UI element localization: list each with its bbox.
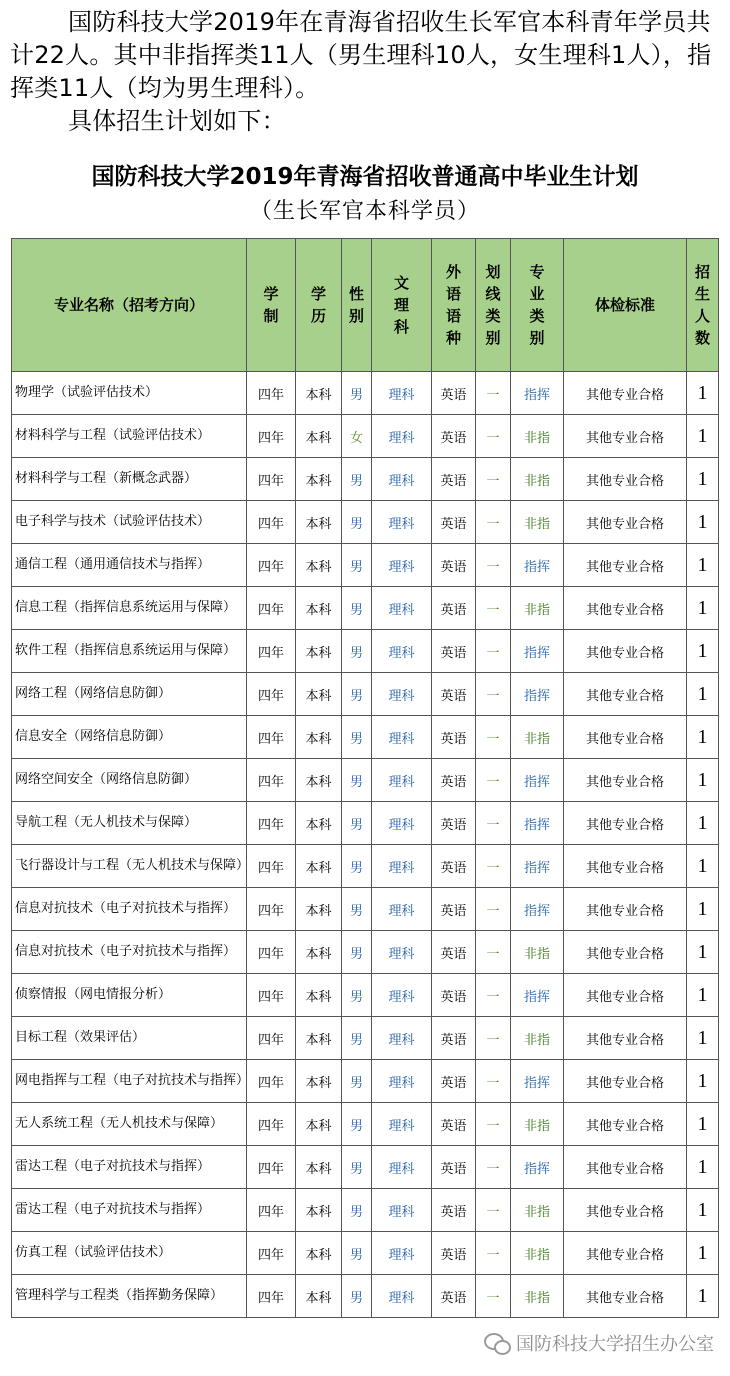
cell-major: 信息安全（网络信息防御）	[12, 716, 247, 759]
cell-line: 一	[476, 501, 511, 544]
cell-type: 指挥	[511, 845, 564, 888]
cell-count: 1	[687, 458, 719, 501]
cell-gender: 男	[342, 587, 372, 630]
cell-lang: 英语	[432, 716, 476, 759]
cell-degree: 本科	[296, 759, 342, 802]
cell-count: 1	[687, 544, 719, 587]
cell-major: 信息工程（指挥信息系统运用与保障）	[12, 587, 247, 630]
cell-gender: 男	[342, 1232, 372, 1275]
cell-major: 软件工程（指挥信息系统运用与保障）	[12, 630, 247, 673]
cell-degree: 本科	[296, 1275, 342, 1318]
cell-health: 其他专业合格	[564, 673, 687, 716]
table-header-row	[12, 239, 719, 372]
cell-lang: 英语	[432, 845, 476, 888]
table-row	[12, 1017, 719, 1060]
table-row	[12, 716, 719, 759]
cell-track: 理科	[372, 544, 432, 587]
cell-major: 侦察情报（网电情报分析）	[12, 974, 247, 1017]
cell-lang: 英语	[432, 1060, 476, 1103]
cell-health: 其他专业合格	[564, 974, 687, 1017]
header-degree	[296, 239, 342, 372]
cell-health: 其他专业合格	[564, 802, 687, 845]
cell-type: 非指	[511, 1232, 564, 1275]
cell-degree: 本科	[296, 501, 342, 544]
cell-gender: 男	[342, 716, 372, 759]
cell-lang: 英语	[432, 673, 476, 716]
cell-track: 理科	[372, 974, 432, 1017]
header-track-label: 文理科	[393, 274, 409, 336]
cell-years: 四年	[247, 974, 296, 1017]
cell-line: 一	[476, 931, 511, 974]
cell-major: 无人系统工程（无人机技术与保障）	[12, 1103, 247, 1146]
cell-count: 1	[687, 1060, 719, 1103]
cell-type: 指挥	[511, 802, 564, 845]
table-row	[12, 372, 719, 415]
cell-line: 一	[476, 888, 511, 931]
cell-years: 四年	[247, 802, 296, 845]
cell-gender: 男	[342, 1103, 372, 1146]
cell-health: 其他专业合格	[564, 544, 687, 587]
table-row	[12, 1189, 719, 1232]
table-row	[12, 458, 719, 501]
cell-degree: 本科	[296, 630, 342, 673]
cell-line: 一	[476, 845, 511, 888]
cell-count: 1	[687, 673, 719, 716]
table-row	[12, 587, 719, 630]
cell-degree: 本科	[296, 1232, 342, 1275]
cell-health: 其他专业合格	[564, 888, 687, 931]
cell-count: 1	[687, 415, 719, 458]
cell-count: 1	[687, 931, 719, 974]
cell-type: 非指	[511, 931, 564, 974]
cell-track: 理科	[372, 888, 432, 931]
cell-major: 飞行器设计与工程（无人机技术与保障）	[12, 845, 247, 888]
header-type-label: 专业类别	[529, 263, 545, 347]
cell-track: 理科	[372, 1103, 432, 1146]
cell-count: 1	[687, 1103, 719, 1146]
cell-track: 理科	[372, 1232, 432, 1275]
cell-lang: 英语	[432, 544, 476, 587]
table-row	[12, 544, 719, 587]
table-row	[12, 759, 719, 802]
table-body	[12, 372, 719, 1318]
cell-gender: 男	[342, 1189, 372, 1232]
cell-degree: 本科	[296, 587, 342, 630]
cell-years: 四年	[247, 501, 296, 544]
cell-health: 其他专业合格	[564, 372, 687, 415]
cell-line: 一	[476, 716, 511, 759]
cell-health: 其他专业合格	[564, 1189, 687, 1232]
cell-major: 网络工程（网络信息防御）	[12, 673, 247, 716]
cell-major: 雷达工程（电子对抗技术与指挥）	[12, 1146, 247, 1189]
cell-gender: 男	[342, 1017, 372, 1060]
table-row	[12, 1103, 719, 1146]
cell-gender: 男	[342, 501, 372, 544]
cell-track: 理科	[372, 1275, 432, 1318]
cell-lang: 英语	[432, 1232, 476, 1275]
header-health: 体检标准	[564, 239, 687, 372]
cell-health: 其他专业合格	[564, 1146, 687, 1189]
cell-track: 理科	[372, 458, 432, 501]
cell-lang: 英语	[432, 415, 476, 458]
cell-major: 雷达工程（电子对抗技术与指挥）	[12, 1189, 247, 1232]
cell-track: 理科	[372, 673, 432, 716]
cell-count: 1	[687, 1232, 719, 1275]
cell-count: 1	[687, 1189, 719, 1232]
header-count-label: 招生人数	[694, 263, 710, 347]
header-count	[687, 239, 719, 372]
cell-type: 指挥	[511, 888, 564, 931]
cell-line: 一	[476, 1017, 511, 1060]
header-line	[476, 239, 511, 372]
table-row	[12, 888, 719, 931]
header-gender-label: 性别	[348, 285, 364, 325]
cell-gender: 男	[342, 673, 372, 716]
cell-major: 材料科学与工程（新概念武器）	[12, 458, 247, 501]
cell-line: 一	[476, 1275, 511, 1318]
cell-health: 其他专业合格	[564, 1103, 687, 1146]
cell-line: 一	[476, 587, 511, 630]
table-row	[12, 974, 719, 1017]
cell-gender: 男	[342, 931, 372, 974]
cell-line: 一	[476, 1189, 511, 1232]
cell-gender: 男	[342, 888, 372, 931]
cell-count: 1	[687, 1275, 719, 1318]
cell-type: 指挥	[511, 1146, 564, 1189]
cell-track: 理科	[372, 1060, 432, 1103]
header-track	[372, 239, 432, 372]
cell-gender: 男	[342, 1146, 372, 1189]
cell-years: 四年	[247, 544, 296, 587]
cell-line: 一	[476, 1146, 511, 1189]
table-row	[12, 1060, 719, 1103]
intro-paragraph-2: 具体招生计划如下：	[68, 107, 286, 135]
cell-type: 指挥	[511, 544, 564, 587]
header-major: 专业名称（招考方向）	[12, 239, 247, 372]
table-row	[12, 802, 719, 845]
cell-lang: 英语	[432, 802, 476, 845]
cell-track: 理科	[372, 501, 432, 544]
cell-degree: 本科	[296, 1189, 342, 1232]
table-row	[12, 415, 719, 458]
cell-health: 其他专业合格	[564, 759, 687, 802]
cell-years: 四年	[247, 888, 296, 931]
cell-degree: 本科	[296, 544, 342, 587]
cell-health: 其他专业合格	[564, 587, 687, 630]
cell-years: 四年	[247, 587, 296, 630]
cell-count: 1	[687, 974, 719, 1017]
plan-title: 国防科技大学2019年青海省招收普通高中毕业生计划	[91, 164, 639, 190]
header-degree-label: 学历	[310, 285, 326, 325]
cell-degree: 本科	[296, 1103, 342, 1146]
cell-gender: 男	[342, 1060, 372, 1103]
table-row	[12, 1146, 719, 1189]
cell-health: 其他专业合格	[564, 931, 687, 974]
cell-count: 1	[687, 759, 719, 802]
cell-years: 四年	[247, 931, 296, 974]
cell-count: 1	[687, 630, 719, 673]
cell-major: 材料科学与工程（试验评估技术）	[12, 415, 247, 458]
cell-degree: 本科	[296, 802, 342, 845]
cell-type: 指挥	[511, 974, 564, 1017]
cell-count: 1	[687, 845, 719, 888]
cell-lang: 英语	[432, 458, 476, 501]
cell-health: 其他专业合格	[564, 1232, 687, 1275]
cell-health: 其他专业合格	[564, 1275, 687, 1318]
cell-gender: 男	[342, 802, 372, 845]
cell-gender: 男	[342, 845, 372, 888]
cell-degree: 本科	[296, 1146, 342, 1189]
cell-count: 1	[687, 888, 719, 931]
header-type	[511, 239, 564, 372]
cell-gender: 男	[342, 974, 372, 1017]
table-row	[12, 845, 719, 888]
cell-years: 四年	[247, 458, 296, 501]
cell-track: 理科	[372, 415, 432, 458]
cell-degree: 本科	[296, 1017, 342, 1060]
cell-lang: 英语	[432, 587, 476, 630]
cell-track: 理科	[372, 1017, 432, 1060]
cell-degree: 本科	[296, 458, 342, 501]
cell-major: 管理科学与工程类（指挥勤务保障）	[12, 1275, 247, 1318]
cell-health: 其他专业合格	[564, 415, 687, 458]
cell-major: 通信工程（通用通信技术与指挥）	[12, 544, 247, 587]
cell-type: 非指	[511, 1189, 564, 1232]
cell-track: 理科	[372, 372, 432, 415]
cell-major: 信息对抗技术（电子对抗技术与指挥）	[12, 931, 247, 974]
cell-line: 一	[476, 974, 511, 1017]
cell-track: 理科	[372, 931, 432, 974]
cell-major: 目标工程（效果评估）	[12, 1017, 247, 1060]
intro-text	[10, 6, 722, 138]
cell-gender: 女	[342, 415, 372, 458]
cell-type: 指挥	[511, 1060, 564, 1103]
cell-years: 四年	[247, 1017, 296, 1060]
table-row	[12, 501, 719, 544]
cell-lang: 英语	[432, 974, 476, 1017]
cell-type: 非指	[511, 587, 564, 630]
cell-line: 一	[476, 415, 511, 458]
cell-line: 一	[476, 802, 511, 845]
cell-type: 指挥	[511, 759, 564, 802]
cell-count: 1	[687, 587, 719, 630]
table-row	[12, 673, 719, 716]
header-line-label: 划线类别	[485, 263, 501, 347]
cell-type: 非指	[511, 1275, 564, 1318]
cell-line: 一	[476, 1103, 511, 1146]
cell-degree: 本科	[296, 974, 342, 1017]
cell-line: 一	[476, 372, 511, 415]
cell-degree: 本科	[296, 1060, 342, 1103]
cell-type: 非指	[511, 458, 564, 501]
header-years	[247, 239, 296, 372]
cell-lang: 英语	[432, 1017, 476, 1060]
cell-track: 理科	[372, 587, 432, 630]
cell-line: 一	[476, 673, 511, 716]
cell-count: 1	[687, 372, 719, 415]
cell-health: 其他专业合格	[564, 501, 687, 544]
cell-degree: 本科	[296, 845, 342, 888]
cell-major: 网络空间安全（网络信息防御）	[12, 759, 247, 802]
cell-line: 一	[476, 759, 511, 802]
cell-years: 四年	[247, 1060, 296, 1103]
cell-track: 理科	[372, 716, 432, 759]
cell-type: 非指	[511, 415, 564, 458]
cell-years: 四年	[247, 372, 296, 415]
cell-gender: 男	[342, 630, 372, 673]
cell-count: 1	[687, 501, 719, 544]
table-row	[12, 1275, 719, 1318]
header-language	[432, 239, 476, 372]
cell-track: 理科	[372, 1189, 432, 1232]
cell-health: 其他专业合格	[564, 1060, 687, 1103]
cell-line: 一	[476, 1060, 511, 1103]
cell-type: 非指	[511, 716, 564, 759]
plan-subtitle: （生长军官本科学员）	[249, 199, 480, 224]
cell-lang: 英语	[432, 501, 476, 544]
cell-track: 理科	[372, 759, 432, 802]
cell-years: 四年	[247, 1232, 296, 1275]
cell-gender: 男	[342, 544, 372, 587]
table-row	[12, 630, 719, 673]
cell-years: 四年	[247, 716, 296, 759]
cell-years: 四年	[247, 1146, 296, 1189]
cell-lang: 英语	[432, 1103, 476, 1146]
cell-count: 1	[687, 716, 719, 759]
cell-lang: 英语	[432, 372, 476, 415]
intro-paragraph-1: 国防科技大学2019年在青海省招收生长军官本科青年学员共计22人。其中非指挥类11人（男生理科10人，女生理科1人），指挥类11人（均为男生理科）。	[10, 8, 712, 102]
cell-years: 四年	[247, 1275, 296, 1318]
cell-lang: 英语	[432, 1146, 476, 1189]
watermark	[484, 1330, 714, 1356]
cell-line: 一	[476, 544, 511, 587]
cell-years: 四年	[247, 845, 296, 888]
cell-degree: 本科	[296, 888, 342, 931]
cell-health: 其他专业合格	[564, 845, 687, 888]
header-gender	[342, 239, 372, 372]
cell-major: 物理学（试验评估技术）	[12, 372, 247, 415]
cell-type: 指挥	[511, 673, 564, 716]
cell-years: 四年	[247, 673, 296, 716]
cell-years: 四年	[247, 415, 296, 458]
cell-line: 一	[476, 458, 511, 501]
cell-track: 理科	[372, 845, 432, 888]
cell-type: 非指	[511, 1103, 564, 1146]
header-years-label: 学制	[263, 285, 279, 325]
cell-line: 一	[476, 1232, 511, 1275]
cell-count: 1	[687, 1017, 719, 1060]
cell-years: 四年	[247, 1189, 296, 1232]
table-row	[12, 1232, 719, 1275]
cell-major: 仿真工程（试验评估技术）	[12, 1232, 247, 1275]
enrollment-table	[11, 238, 719, 1318]
cell-major: 导航工程（无人机技术与保障）	[12, 802, 247, 845]
cell-gender: 男	[342, 372, 372, 415]
cell-gender: 男	[342, 759, 372, 802]
cell-major: 网电指挥与工程（电子对抗技术与指挥）	[12, 1060, 247, 1103]
watermark-text: 国防科技大学招生办公室	[516, 1334, 714, 1355]
cell-years: 四年	[247, 630, 296, 673]
cell-gender: 男	[342, 1275, 372, 1318]
cell-health: 其他专业合格	[564, 630, 687, 673]
cell-gender: 男	[342, 458, 372, 501]
cell-type: 非指	[511, 501, 564, 544]
header-language-label: 外语语种	[445, 263, 461, 347]
cell-degree: 本科	[296, 372, 342, 415]
cell-lang: 英语	[432, 1275, 476, 1318]
cell-type: 指挥	[511, 372, 564, 415]
cell-count: 1	[687, 802, 719, 845]
cell-type: 指挥	[511, 630, 564, 673]
cell-type: 非指	[511, 1017, 564, 1060]
cell-degree: 本科	[296, 716, 342, 759]
cell-lang: 英语	[432, 759, 476, 802]
table-row	[12, 931, 719, 974]
cell-degree: 本科	[296, 931, 342, 974]
cell-health: 其他专业合格	[564, 458, 687, 501]
cell-years: 四年	[247, 759, 296, 802]
cell-lang: 英语	[432, 1189, 476, 1232]
cell-lang: 英语	[432, 888, 476, 931]
wechat-icon	[484, 1333, 510, 1353]
cell-major: 电子科学与技术（试验评估技术）	[12, 501, 247, 544]
cell-count: 1	[687, 1146, 719, 1189]
cell-lang: 英语	[432, 630, 476, 673]
cell-track: 理科	[372, 630, 432, 673]
cell-lang: 英语	[432, 931, 476, 974]
cell-health: 其他专业合格	[564, 716, 687, 759]
cell-track: 理科	[372, 1146, 432, 1189]
cell-health: 其他专业合格	[564, 1017, 687, 1060]
cell-degree: 本科	[296, 415, 342, 458]
cell-degree: 本科	[296, 673, 342, 716]
cell-years: 四年	[247, 1103, 296, 1146]
cell-track: 理科	[372, 802, 432, 845]
cell-major: 信息对抗技术（电子对抗技术与指挥）	[12, 888, 247, 931]
cell-line: 一	[476, 630, 511, 673]
